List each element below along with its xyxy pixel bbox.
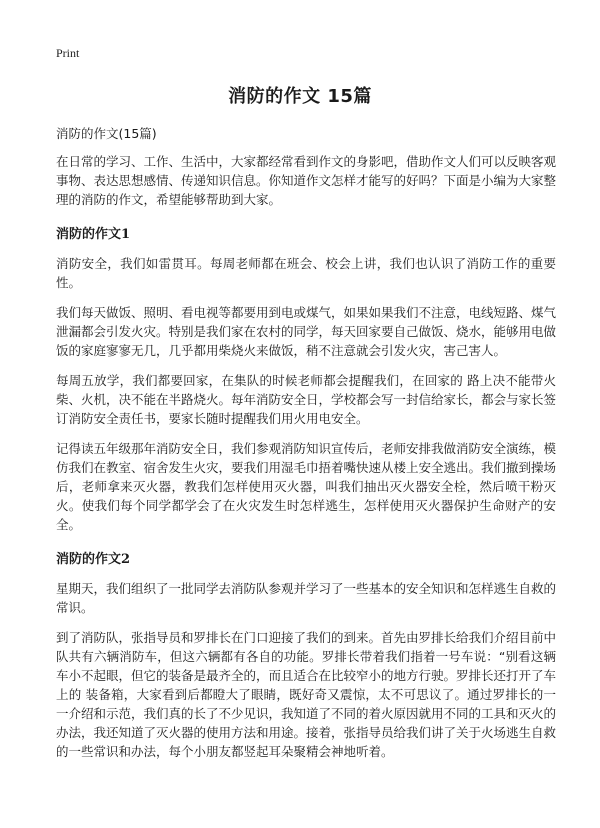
section-heading: 消防的作文2 — [56, 552, 131, 567]
document-subtitle: 消防的作文(15篇) — [56, 126, 157, 141]
intro-paragraph: 在日常的学习、工作、生活中，大家都经常看到作文的身影吧，借助作文人们可以反映客观事物、表达思想感情、传递知识信息。你知道作文怎样才能写的好吗？下面是小编为大家整理的消防的作文，希望能够帮助到大家。 — [56, 154, 557, 207]
document-body — [56, 124, 556, 772]
section-paragraph: 消防安全，我们如雷贯耳。每周老师都在班会、校会上讲，我们也认识了消防工作的重要性。 — [56, 256, 556, 290]
section-paragraph: 星期天，我们组织了一批同学去消防队参观并学习了一些基本的安全知识和怎样逃生自救的常识。 — [56, 581, 557, 615]
section-paragraph: 到了消防队，张指导员和罗排长在门口迎接了我们的到来。首先由罗排长给我们介绍目前中队共有六辆消防车，但这六辆都有各自的功能。罗排长带着我们指着一号车说：“别看这辆车小不起眼，但它的装备是最齐全的，而且适合在比较窄小的地方行驶。罗排长还打开了车上的 装备箱，大家看到后都瞪大了眼睛，既好奇又震惊，太不可思议了。通过罗排长的一一介绍和示范，我们真的长了不少见识，我知道了不同的着火原因就用不同的工具和灭火的办法，我还知道了灭火器的使用方法和用途。接着，张指导员给我们讲了关于火场逃生自救的一些常识和办法，每个小朋友都竖起耳朵聚精会神地听着。 — [56, 630, 557, 759]
print-label: Print — [56, 46, 80, 60]
section-paragraph: 记得读五年级那年消防安全日，我们参观消防知识宣传后，老师安排我做消防安全演练，模仿我们在教室、宿舍发生火灾，要我们用湿毛巾捂着嘴快速从楼上安全逃出。我们撤到操场后，老师拿来灭火器，教我们怎样使用灭火器，叫我们抽出灭火器安全栓，然后喷干粉灭火。使我们每个同学都学会了在火灾发生时怎样逃生，怎样使用灭火器保护生命财产的安全。 — [56, 441, 557, 532]
section-heading: 消防的作文1 — [56, 227, 131, 242]
document-title: 消防的作文 15篇 — [228, 86, 372, 107]
section-paragraph: 每周五放学，我们都要回家，在集队的时候老师都会提醒我们，在回家的 路上决不能带火柴、火机，决不能在半路烧火。每年消防安全日，学校都会写一封信给家长，都会与家长签订消防安全责任书，要家长随时提醒我们用火用电安全。 — [56, 373, 557, 426]
section-paragraph: 我们每天做饭、照明、看电视等都要用到电或煤气，如果如果我们不注意，电线短路、煤气泄漏都会引发火灾。特别是我们家在农村的同学，每天回家要自己做饭、烧水，能够用电做饭的家庭寥寥无几，几乎都用柴烧火来做饭，稍不注意就会引发火灾，害己害人。 — [56, 305, 557, 358]
